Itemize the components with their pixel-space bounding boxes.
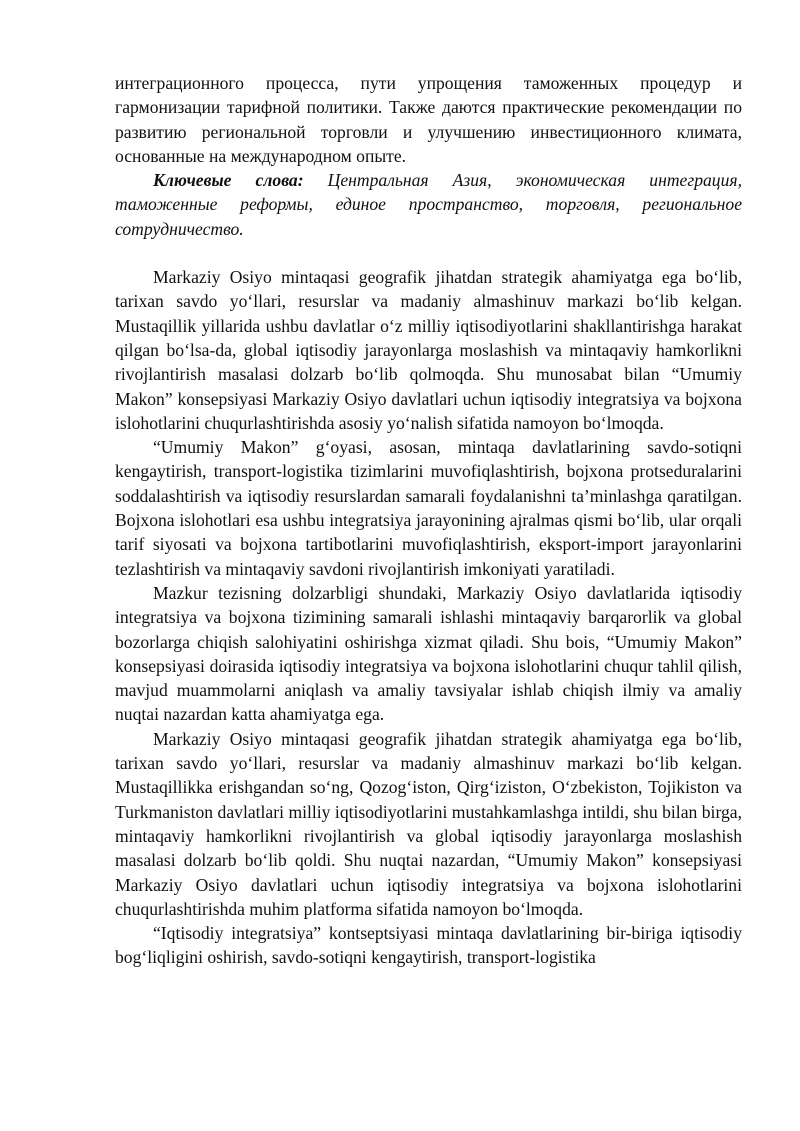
body-paragraph-1: Markaziy Osiyo mintaqasi geografik jihatdan strategik ahamiyatga ega bo‘lib, tarixan savdo yo‘llari, resurslar va madaniy almashinuv markazi bo‘lib kelgan. Mustaqillik yillarida ushbu davlatlar o‘z milliy iqtisodiyotlarini shakllantirishga harakat qilgan bo‘lsa-da, global iqtisodiy jarayonlarga moslashish va mintaqaviy hamkorlikni rivojlantirish masalasi dolzarb bo‘lib qolmoqda. Shu munosabat bilan “Umumiy Makon” konsepsiyasi Markaziy Osiyo davlatlari uchun iqtisodiy integratsiya va bojxona islohotlarini chuqurlashtirishda asosiy yo‘nalish sifatida namoyon bo‘lmoqda. [115,267,742,433]
body-paragraph-5: “Iqtisodiy integratsiya” kontseptsiyasi mintaqa davlatlarining bir-biriga iqtisodiy bog‘liqligini oshirish, savdo-sotiqni kengaytirish, transport-logistika [115,923,742,968]
keywords-label: Ключевые слова: [153,170,304,191]
keywords-text: Центральная Азия, экономическая интеграция, таможенные реформы, единое пространство, торговля, региональное сотрудничество. [115,170,742,239]
body-paragraph-2: “Umumiy Makon” g‘oyasi, asosan, mintaqa davlatlarining savdo-sotiqni kengaytirish, transport-logistika tizimlarini muvofiqlashtirish, bojxona protseduralarini soddalashtirish va iqtisodiy resurslardan samarali foydalanishni ta’minlashga qaratilgan. Bojxona islohotlari esa ushbu integratsiya jarayonining ajralmas qismi bo‘lib, ular orqali tarif siyosati va bojxona tartibotlarini muvofiqlashtirish, eksport-import jarayonlarini tezlashtirish va mintaqaviy savdoni rivojlantirish imkoniyati yaratiladi. [115,437,742,579]
intro-paragraph: интеграционного процесса, пути упрощения таможенных процедур и гармонизации тарифной политики. Также даются практические рекомендации по развитию региональной торговли и улучшению инвестиционного климата, основанные на международном опыте. [115,73,742,166]
body-paragraph-4: Markaziy Osiyo mintaqasi geografik jihatdan strategik ahamiyatga ega bo‘lib, tarixan savdo yo‘llari, resurslar va madaniy almashinuv markazi bo‘lib kelgan. Mustaqillikka erishgandan so‘ng, Qozog‘iston, Qirg‘iziston, O‘zbekiston, Tojikiston va Turkmaniston davlatlari milliy iqtisodiyotlarini mustahkamlashga intildi, shu bilan birga, mintaqaviy hamkorlikni rivojlantirish va global iqtisodiy jarayonlarga moslashish masalasi dolzarb bo‘lib qoldi. Shu nuqtai nazardan, “Umumiy Makon” konsepsiyasi Markaziy Osiyo davlatlari uchun iqtisodiy integratsiya va bojxona islohotlarini chuqurlashtirishda muhim platforma sifatida namoyon bo‘lmoqda. [115,728,742,919]
section-gap [115,241,742,265]
keywords-paragraph [115,168,742,241]
body-paragraph-3: Mazkur tezisning dolzarbligi shundaki, Markaziy Osiyo davlatlarida iqtisodiy integratsiya va bojxona tizimining samarali ishlashi mintaqaviy barqarorlik va global bozorlarga chiqish salohiyatini oshirishga xizmat qiladi. Shu bois, “Umumiy Makon” konsepsiyasi doirasida iqtisodiy integratsiya va bojxona islohotlarini chuqur tahlil qilish, mavjud muammolarni aniqlash va amaliy tavsiyalar ishlab chiqish ilmiy va amaliy nuqtai nazardan katta ahamiyatga ega. [115,582,742,725]
document-page [115,71,742,970]
